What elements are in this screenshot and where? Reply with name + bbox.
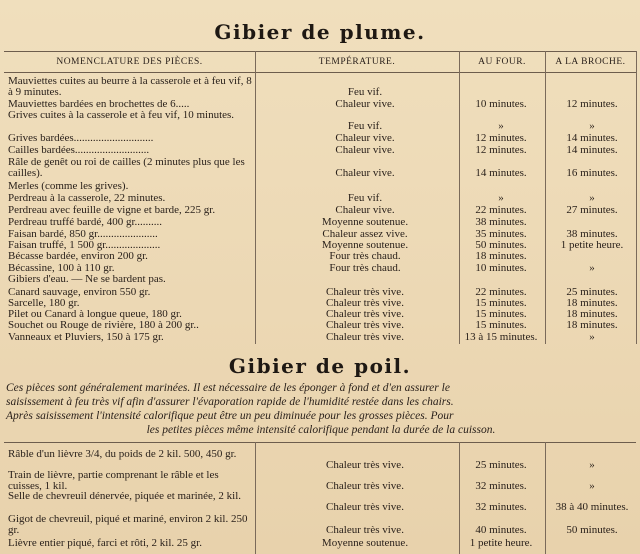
table-top-rule [4,51,636,52]
item-name: Train de lièvre, partie comprenant le râble et les cuisses, 1 kil. [8,469,219,492]
four-time-cell: 12 minutes. [475,132,527,144]
temperature-cell: Four très chaud. [329,262,401,274]
broche-time-cell: 14 minutes. [566,144,618,156]
four-time-cell: 32 minutes. [475,480,527,492]
four-time-cell: 1 petite heure. [469,537,533,549]
item-name: Souchet ou Rouge de rivière, 180 à 200 gr.. [8,319,199,331]
intro-line: Après saisissement l'intensité calorifique peut être un peu diminuée pour les grosses pièces. Pour [6,410,454,422]
broche-time-cell: » [589,480,595,492]
column-divider [636,51,637,344]
column-header-broche: A LA BROCHE. [555,57,626,67]
item-name: Mauviettes bardées en brochettes de 6..... [8,98,190,110]
temperature-cell: Moyenne soutenue. [321,537,409,549]
broche-time-cell: 16 minutes. [566,167,618,179]
broche-time-cell: » [589,120,595,132]
item-name: Grives bardées............................. [8,132,154,144]
four-time-cell: 35 minutes. [475,228,527,240]
temperature-cell: Chaleur vive. [335,204,395,216]
header-bottom-rule [4,72,636,73]
item-name: Canard sauvage, environ 550 gr. [8,286,151,298]
temperature-cell: Chaleur très vive. [326,286,404,298]
broche-time-cell: 38 minutes. [566,228,618,240]
temperature-cell: Chaleur très vive. [326,459,404,471]
intro-paragraph [6,381,636,437]
intro-line: saisissement à feu très vif afin d'assurer l'évaporation rapide de l'humidité restée dans les chairs. [6,396,454,408]
broche-time-cell: 27 minutes. [566,204,618,216]
temperature-cell: Chaleur très vive. [326,524,404,536]
temperature-cell: Chaleur très vive. [326,480,404,492]
item-name: Râble d'un lièvre 3/4, du poids de 2 kil. 500, 450 gr. [8,448,237,460]
temperature-cell: Moyenne soutenue. [321,216,409,228]
broche-time-cell: 38 à 40 minutes. [555,501,629,513]
column-divider [255,442,256,554]
temperature-cell: Chaleur vive. [335,98,395,110]
item-name: Faisan bardé, 850 gr...................... [8,228,158,240]
four-time-cell: 32 minutes. [475,501,527,513]
item-name: Vanneaux et Pluviers, 150 à 175 gr. [8,331,164,343]
item-name: Faisan truffé, 1 500 gr.................... [8,239,161,251]
temperature-cell: Chaleur très vive. [326,308,404,320]
broche-time-cell: 25 minutes. [566,286,618,298]
broche-time-cell: 18 minutes. [566,297,618,309]
four-time-cell: 10 minutes. [475,98,527,110]
four-time-cell: 14 minutes. [475,167,527,179]
item-name: Grives cuites à la casserole et à feu vif, 10 minutes. [8,109,235,121]
four-time-cell: 10 minutes. [475,262,527,274]
broche-time-cell: 1 petite heure. [560,239,624,251]
item-name: Pilet ou Canard à longue queue, 180 gr. [8,308,182,320]
four-time-cell: 15 minutes. [475,319,527,331]
item-name: Gigot de chevreuil, piqué et mariné, environ 2 kil. 250 gr. [8,513,248,536]
temperature-cell: Chaleur très vive. [326,501,404,513]
item-name: Bécassine, 100 à 110 gr. [8,262,115,274]
item-name: Selle de chevreuil dénervée, piquée et marinée, 2 kil. [8,490,242,502]
four-time-cell: 22 minutes. [475,204,527,216]
four-time-cell: 15 minutes. [475,297,527,309]
broche-time-cell: » [589,262,595,274]
section-title-poil: Gibier de poil. [228,354,412,378]
temperature-cell: Chaleur assez vive. [322,228,408,240]
item-name: Gibiers d'eau. — Ne se bardent pas. [8,273,166,285]
intro-line: les petites pièces même intensité calorifique pendant la durée de la cuisson. [146,424,496,436]
four-time-cell: 18 minutes. [475,250,527,262]
broche-time-cell: » [589,459,595,471]
column-header-nomenclature: NOMENCLATURE DES PIÈCES. [56,57,203,67]
four-time-cell: 15 minutes. [475,308,527,320]
item-name: Merles (comme les grives). [8,180,129,192]
temperature-cell: Moyenne soutenue. [321,239,409,251]
temperature-cell: Chaleur vive. [335,167,395,179]
four-time-cell: » [498,120,504,132]
temperature-cell: Chaleur très vive. [326,331,404,343]
item-name: Perdreau à la casserole, 22 minutes. [8,192,166,204]
temperature-cell: Feu vif. [347,192,383,204]
broche-time-cell: 18 minutes. [566,319,618,331]
column-header-four: AU FOUR. [478,57,526,67]
temperature-cell: Chaleur vive. [335,144,395,156]
broche-time-cell: 14 minutes. [566,132,618,144]
item-name: Perdreau truffé bardé, 400 gr.......... [8,216,163,228]
four-time-cell: 25 minutes. [475,459,527,471]
item-name: Lièvre entier piqué, farci et rôti, 2 kil. 25 gr. [8,537,202,549]
temperature-cell: Chaleur vive. [335,132,395,144]
item-name: Cailles bardées........................... [8,144,150,156]
item-name: Perdreau avec feuille de vigne et barde, 225 gr. [8,204,216,216]
four-time-cell: 40 minutes. [475,524,527,536]
broche-time-cell: » [589,192,595,204]
temperature-cell: Four très chaud. [329,250,401,262]
temperature-cell: Chaleur très vive. [326,297,404,309]
item-name: Mauviettes cuites au beurre à la casserole et à feu vif, 8 à 9 minutes. [8,75,252,98]
item-name: Râle de genêt ou roi de cailles (2 minutes plus que les cailles). [8,156,245,179]
four-time-cell: 38 minutes. [475,216,527,228]
four-time-cell: » [498,192,504,204]
section-title-plume: Gibier de plume. [214,20,426,44]
four-time-cell: 13 à 15 minutes. [464,331,538,343]
four-time-cell: 22 minutes. [475,286,527,298]
column-divider [255,51,256,344]
broche-time-cell: » [589,331,595,343]
four-time-cell: 12 minutes. [475,144,527,156]
temperature-cell: Feu vif. [347,86,383,98]
column-header-temperature: TEMPÉRATURE. [318,57,396,67]
temperature-cell: Feu vif. [347,120,383,132]
broche-time-cell: 50 minutes. [566,524,618,536]
four-time-cell: 50 minutes. [475,239,527,251]
item-name: Bécasse bardée, environ 200 gr. [8,250,148,262]
broche-time-cell: 18 minutes. [566,308,618,320]
temperature-cell: Chaleur très vive. [326,319,404,331]
table2-top-rule [4,442,636,443]
broche-time-cell: 12 minutes. [566,98,618,110]
intro-line: Ces pièces sont généralement marinées. Il est nécessaire de les éponger à fond et d'en assurer le [6,382,450,394]
item-name: Sarcelle, 180 gr. [8,297,80,309]
